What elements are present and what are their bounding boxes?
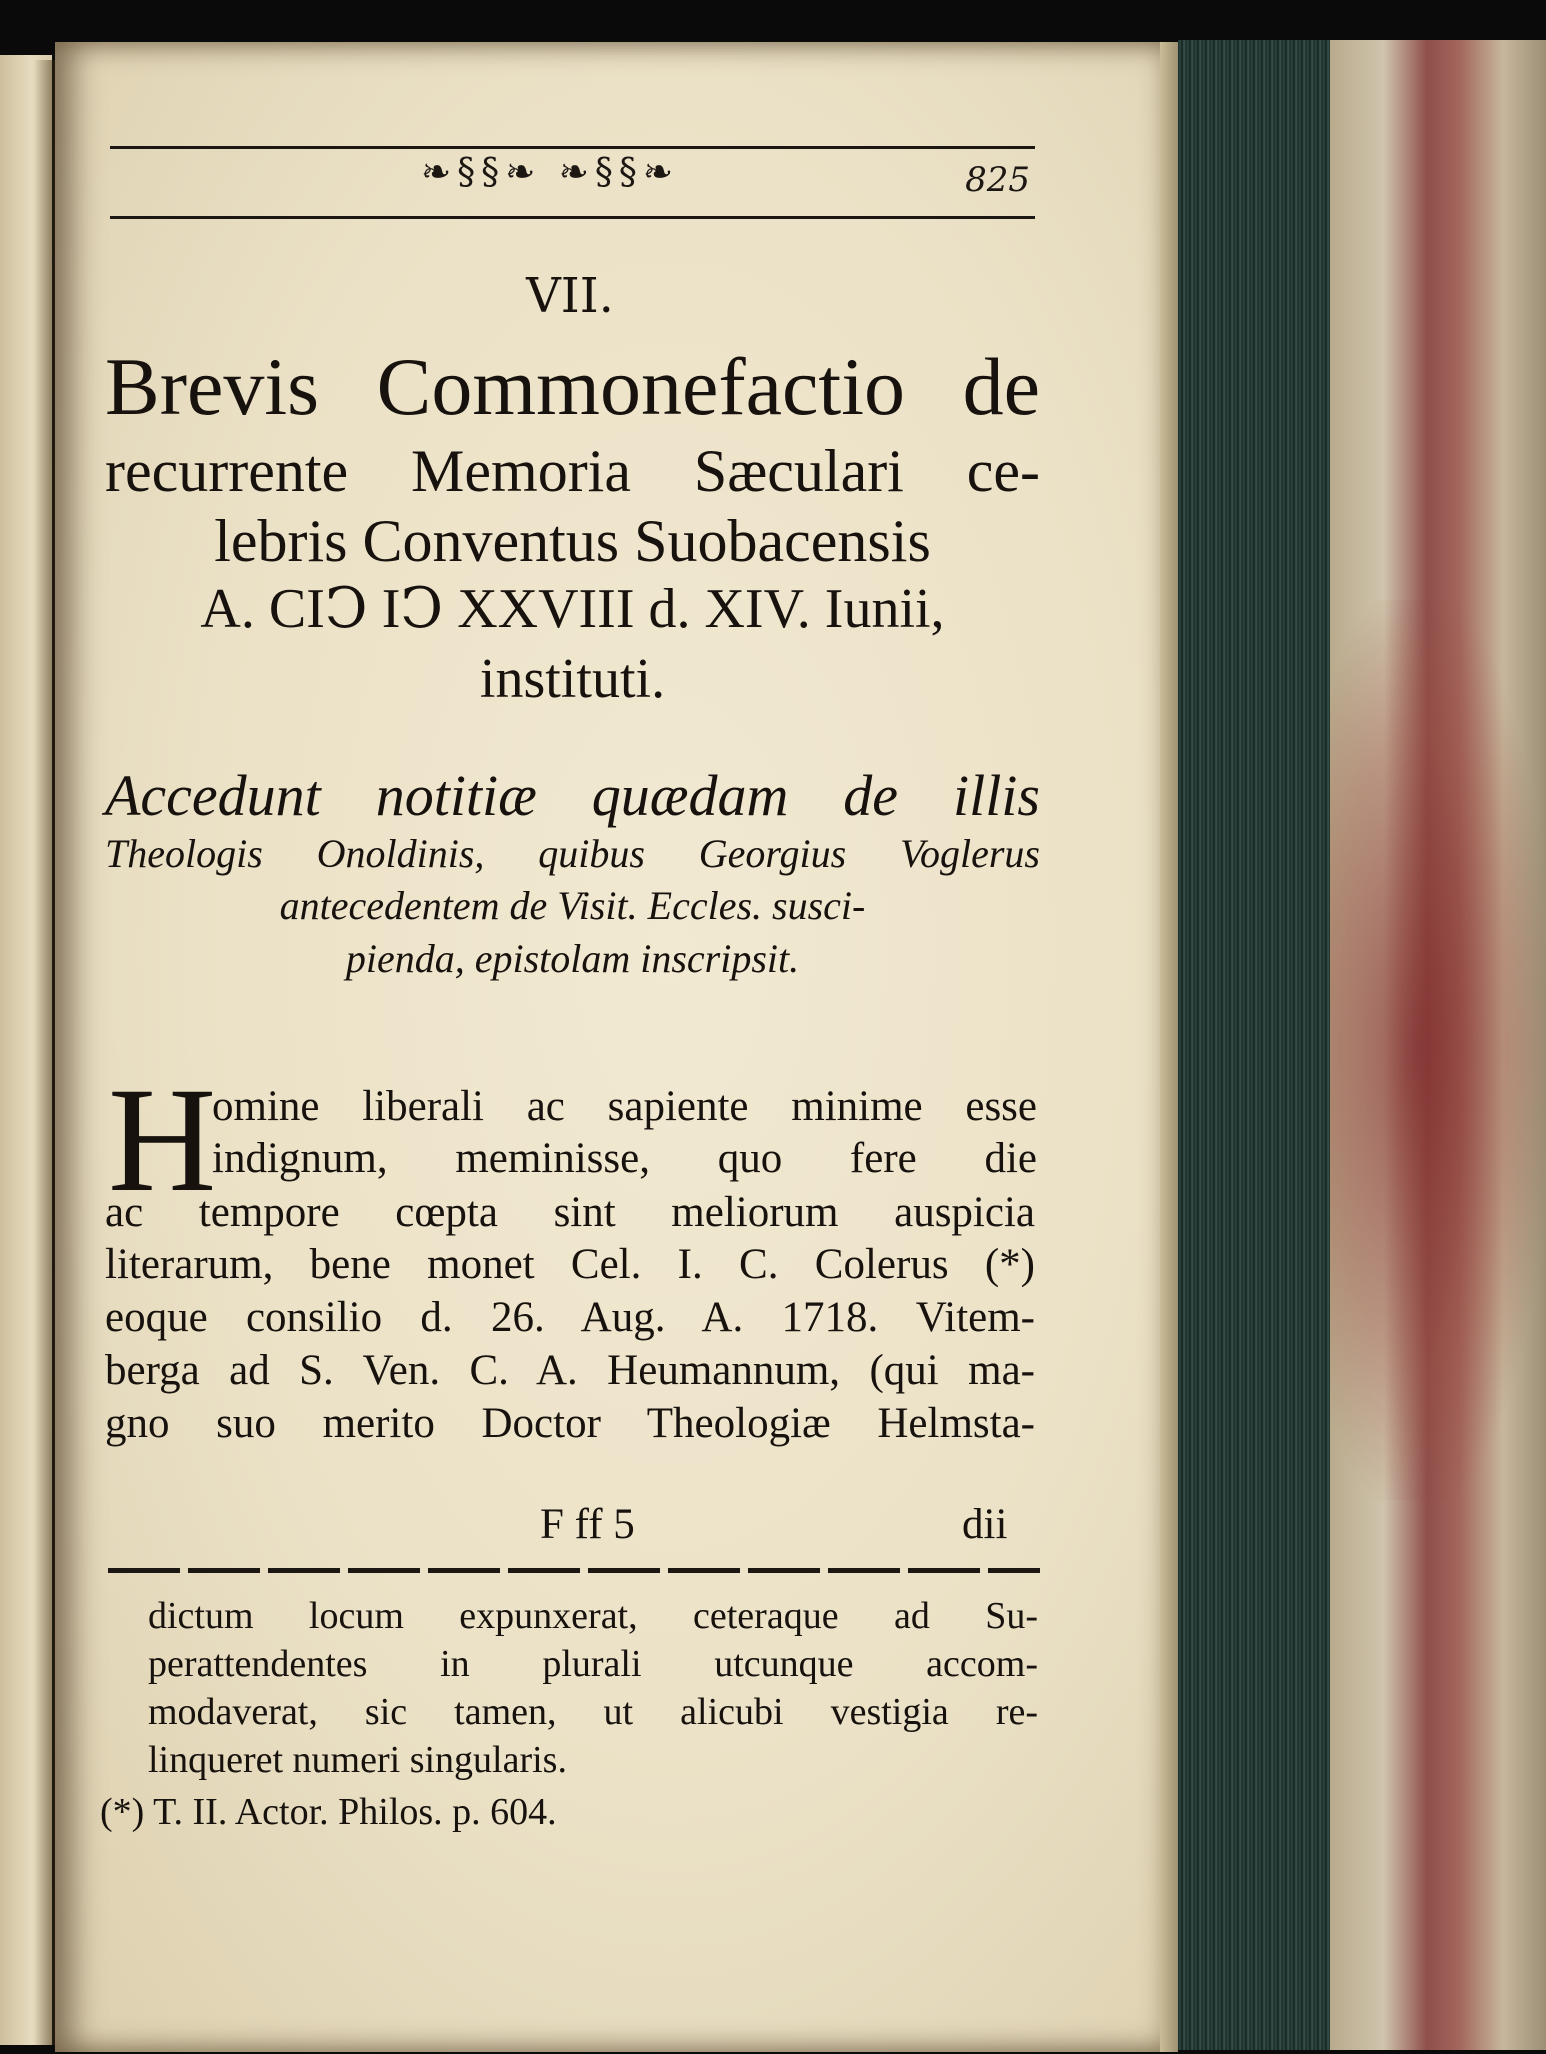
body-line-3: ac tempore cœpta sint meliorum auspicia — [105, 1189, 1035, 1236]
title-line-4: A. CIↃ IↃ XXVIII d. XIV. Iunii, — [200, 578, 945, 640]
page-fore-edge — [1160, 42, 1178, 2052]
cover-stain — [1330, 600, 1546, 1500]
page-number: 825 — [965, 160, 1030, 200]
section-number: VII. — [526, 268, 614, 324]
body-line-7: gno suo merito Doctor Theologiæ Helmsta- — [105, 1400, 1035, 1447]
subtitle-line-1: Accedunt notitiæ quædam de illis — [105, 763, 1040, 828]
subtitle-line-2: Theologis Onoldinis, quibus Georgius Voglerus — [105, 831, 1040, 876]
body-line-1: omine liberali ac sapiente minime esse — [212, 1083, 1037, 1130]
body-line-6: berga ad S. Ven. C. A. Heumannum, (qui ma- — [105, 1347, 1035, 1394]
footnote-rule — [108, 1568, 1040, 1573]
title-line-3: lebris Conventus Suobacensis — [214, 508, 931, 574]
body-line-2: indignum, meminisse, quo fere die — [212, 1135, 1037, 1182]
title-line-1: Brevis Commonefactio de — [105, 341, 1040, 432]
title-line-2: recurrente Memoria Sæculari ce- — [105, 438, 1040, 504]
footnote-line-4: linqueret numeri singularis. — [148, 1739, 567, 1781]
subtitle-line-4: pienda, epistolam inscripsit. — [345, 936, 800, 981]
catchword: dii — [962, 1501, 1008, 1548]
subtitle-line-3: antecedentem de Visit. Eccles. susci- — [279, 883, 866, 928]
footnote-line-2: perattendentes in plurali utcunque accom- — [148, 1643, 1038, 1685]
body-line-4: literarum, bene monet Cel. I. C. Colerus (*) — [105, 1241, 1035, 1288]
footnote-line-3: modaverat, sic tamen, ut alicubi vestigia re- — [148, 1691, 1038, 1733]
signature-mark: F ff 5 — [540, 1501, 635, 1548]
footnote-line-1: dictum locum expunxerat, ceteraque ad Su- — [148, 1595, 1038, 1637]
header-ornaments: ❧§§❧ ❧§§❧ — [420, 152, 680, 193]
body-line-5: eoque consilio d. 26. Aug. A. 1718. Vitem- — [105, 1294, 1035, 1341]
drop-cap: H — [108, 1057, 217, 1223]
header-bottom-rule — [110, 216, 1035, 219]
footnote-reference: (*) T. II. Actor. Philos. p. 604. — [100, 1791, 557, 1833]
title-line-5: instituti. — [479, 648, 666, 710]
header-top-rule — [110, 146, 1035, 149]
